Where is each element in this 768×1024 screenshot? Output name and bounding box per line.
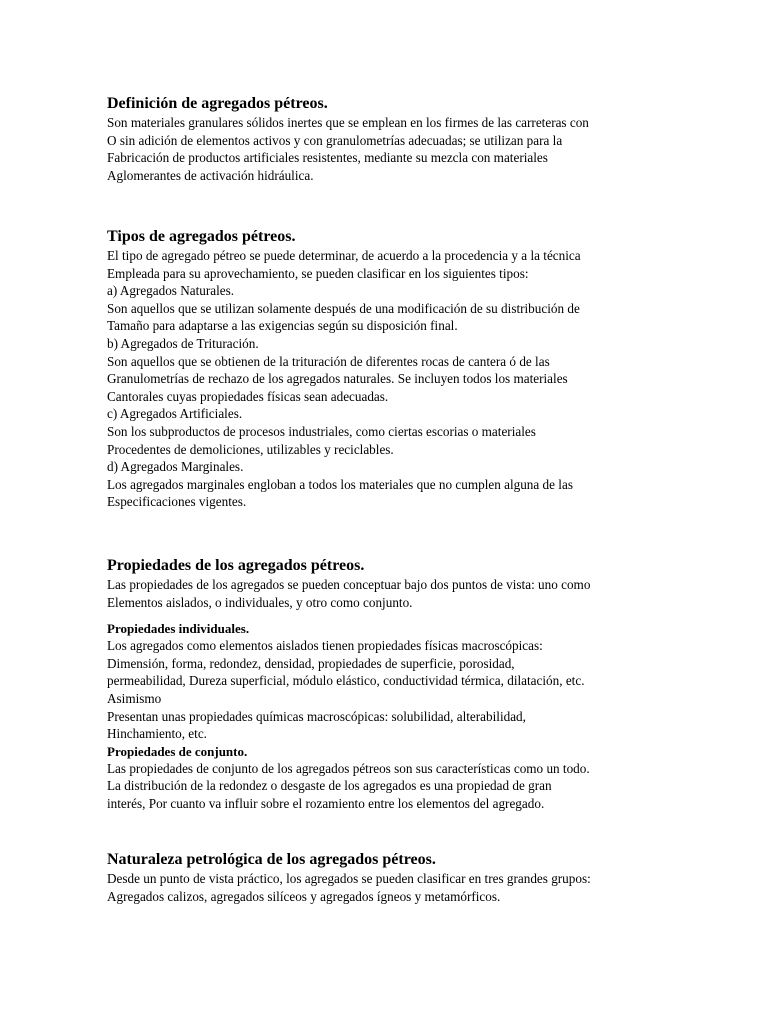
body-line: Desde un punto de vista práctico, los agregados se pueden clasificar en tres grandes grupos:: [107, 871, 591, 886]
body-line: interés, Por cuanto va influir sobre el rozamiento entre los elementos del agregado.: [107, 795, 545, 811]
body-line: Son los subproductos de procesos industriales, como ciertas escorias o materiales: [107, 423, 536, 439]
section-heading: Tipos de agregados pétreos.: [107, 228, 296, 245]
body-line: Dimensión, forma, redondez, densidad, propiedades de superficie, porosidad,: [107, 655, 515, 671]
body-line: Son aquellos que se utilizan solamente después de una modificación de su distribución de: [107, 300, 580, 316]
body-line: Elementos aislados, o individuales, y otro como conjunto.: [107, 594, 413, 610]
body-line: Las propiedades de los agregados se pueden conceptuar bajo dos puntos de vista: uno como: [107, 577, 591, 592]
section-body: [107, 114, 707, 184]
section-body: [107, 870, 707, 905]
body-line: Granulometrías de rechazo de los agregados naturales. Se incluyen todos los materiales: [107, 371, 568, 387]
body-line: El tipo de agregado pétreo se puede determinar, de acuerdo a la procedencia y a la técnica: [107, 248, 581, 263]
section-body: [107, 576, 707, 611]
list-item-label: b) Agregados de Trituración.: [107, 335, 259, 351]
body-line: Fabricación de productos artificiales resistentes, mediante su mezcla con materiales: [107, 150, 548, 166]
section-naturaleza: [107, 850, 707, 905]
body-line: Aglomerantes de activación hidráulica.: [107, 167, 314, 183]
section-propiedades: [107, 556, 707, 813]
body-line: Cantorales cuyas propiedades físicas sean adecuadas.: [107, 388, 389, 404]
body-line: Especificaciones vigentes.: [107, 494, 247, 510]
body-line: Los agregados como elementos aislados tienen propiedades físicas macroscópicas:: [107, 638, 543, 654]
body-line: La distribución de la redondez o desgaste de los agregados es una propiedad de gran: [107, 778, 552, 794]
section-body: [107, 247, 707, 511]
body-line: Empleada para su aprovechamiento, se pueden clasificar en los siguientes tipos:: [107, 265, 529, 281]
section-definicion: [107, 94, 707, 184]
body-line: O sin adición de elementos activos y con granulometrías adecuadas; se utilizan para la: [107, 132, 563, 148]
section-tipos: [107, 227, 707, 511]
body-line: Son materiales granulares sólidos inertes que se emplean en los firmes de las carreteras con: [107, 115, 589, 130]
body-line: Los agregados marginales engloban a todos los materiales que no cumplen alguna de las: [107, 476, 573, 492]
body-line: Tamaño para adaptarse a las exigencias según su disposición final.: [107, 318, 458, 334]
body-line: permeabilidad, Dureza superficial, módulo elástico, conductividad térmica, dilatación, etc.: [107, 673, 585, 689]
body-line: Son aquellos que se obtienen de la trituración de diferentes rocas de cantera ó de las: [107, 353, 550, 369]
section-heading: Naturaleza petrológica de los agregados pétreos.: [107, 851, 436, 868]
body-line: Procedentes de demoliciones, utilizables y reciclables.: [107, 441, 394, 457]
subsection-heading: Propiedades individuales.: [107, 621, 250, 637]
body-line: Las propiedades de conjunto de los agregados pétreos son sus características como un todo.: [107, 760, 590, 776]
body-line: Presentan unas propiedades químicas macroscópicas: solubilidad, alterabilidad,: [107, 708, 526, 724]
list-item-label: c) Agregados Artificiales.: [107, 406, 243, 422]
subsection-individuales: [107, 620, 707, 743]
list-item-label: a) Agregados Naturales.: [107, 283, 235, 299]
section-heading: Propiedades de los agregados pétreos.: [107, 557, 365, 574]
subsection-conjunto: [107, 743, 707, 813]
body-line: Asimismo: [107, 690, 162, 706]
section-heading: Definición de agregados pétreos.: [107, 95, 328, 112]
list-item-label: d) Agregados Marginales.: [107, 459, 244, 475]
body-line: Agregados calizos, agregados silíceos y agregados ígneos y metamórficos.: [107, 888, 501, 904]
body-line: Hinchamiento, etc.: [107, 726, 207, 742]
subsection-heading: Propiedades de conjunto.: [107, 743, 248, 759]
